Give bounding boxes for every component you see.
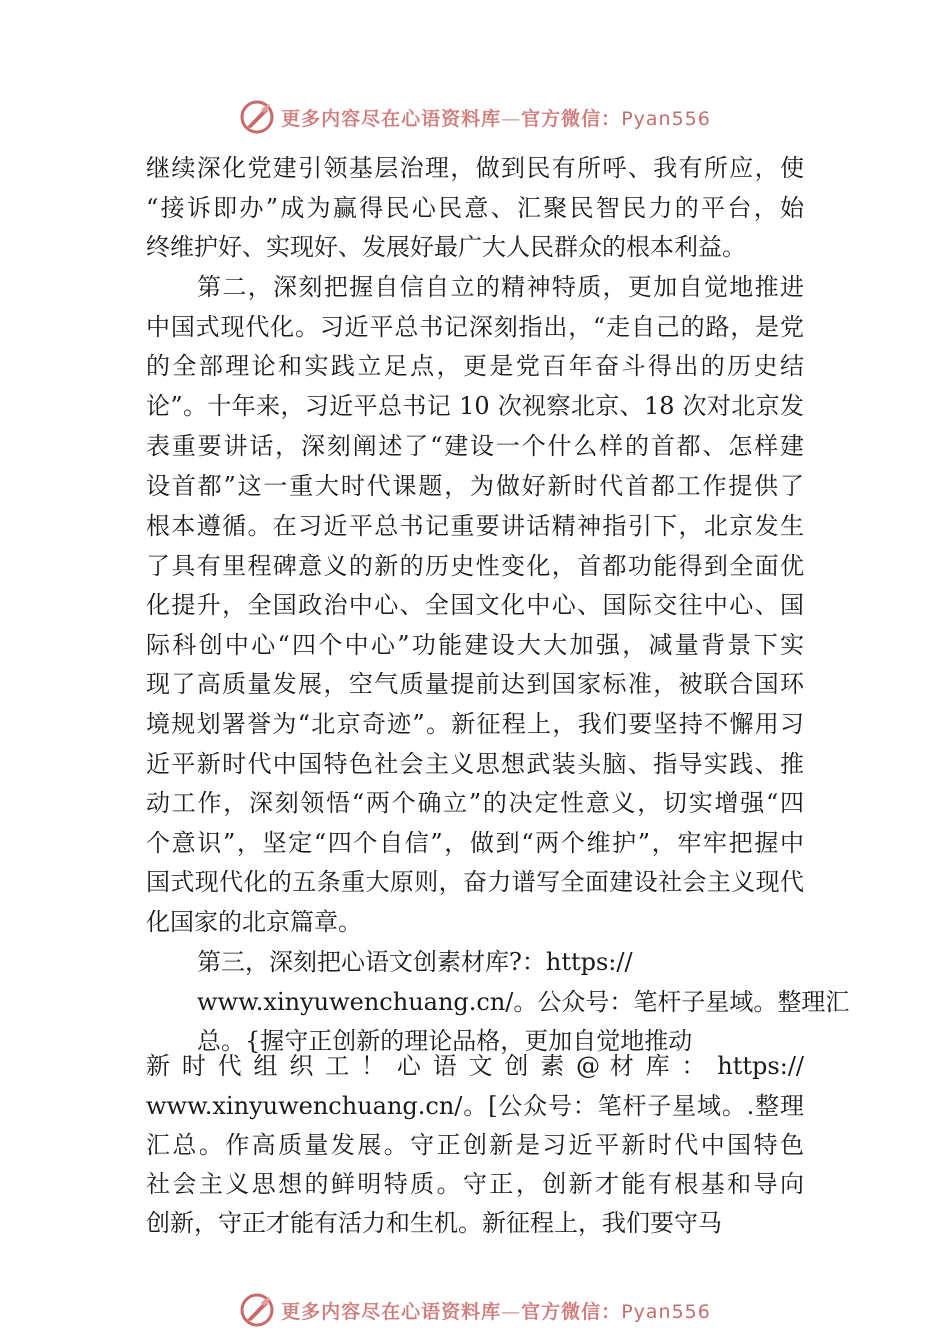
text-line: www.xinyuwenchuang.cn/。[公众号：笔杆子星域。.整理 [146,1092,804,1120]
text-line: 创新，守正才能有活力和生机。新征程上，我们要守马 [146,1209,722,1237]
text-line: 中国式现代化。习近平总书记深刻指出，“走自己的路，是党 [146,313,804,341]
text-line: 继续深化党建引领基层治理，做到民有所呼、我有所应，使 [146,154,804,182]
text-line: 个意识”，坚定“四个自信”，做到“两个维护”，牢牢把握中 [146,829,804,857]
text-line: 国式现代化的五条重大原则，奋力谱写全面建设社会主义现代 [146,868,804,896]
text-line: 设首都”这一重大时代课题，为做好新时代首都工作提供了 [146,472,804,500]
text-line: 了具有里程碑意义的新的历史性变化，首都功能得到全面优 [146,552,804,580]
text-line: 的全部理论和实践立足点，更是党百年奋斗得出的历史结 [146,352,804,380]
text-line: 根本遵循。在习近平总书记重要讲话精神指引下，北京发生 [146,512,804,540]
text-line: “接诉即办”成为赢得民心民意、汇聚民智民力的平台，始 [146,194,804,222]
footer-banner [0,1288,950,1332]
text-line: 社会主义思想的鲜明特质。守正，创新才能有根基和导向 [146,1170,804,1198]
text-line: 论”。十年来，习近平总书记 10 次视察北京、18 次对北京发 [146,392,804,420]
text-line: 第三，深刻把心语文创素材库?：https:// [197,948,633,976]
text-line: 终维护好、实现好、发展好最广大人民群众的根本利益。 [146,233,746,261]
quill-logo-icon [239,1292,275,1328]
text-line: 近平新时代中国特色社会主义思想武装头脑、指导实践、推 [146,750,804,778]
text-line: 现了高质量发展，空气质量提前达到国家标准，被联合国环 [146,670,804,698]
banner-separator: — [501,107,522,130]
text-line: 动工作，深刻领悟“两个确立”的决定性意义，切实增强“四 [146,789,804,817]
text-line: 化国家的北京篇章。 [146,908,362,936]
text-line: 化提升，全国政治中心、全国文化中心、国际交往中心、国 [146,591,804,619]
banner-handle: Pyan556 [621,1300,711,1323]
banner-brand: 更多内容尽在心语资料库 [281,107,502,130]
text-line: www.xinyuwenchuang.cn/。公众号：笔杆子星域。整理汇 [197,988,850,1016]
banner-caption [281,1297,711,1324]
banner-label: 官方微信： [521,1300,622,1323]
banner-handle: Pyan556 [621,107,711,130]
text-line: 新 时 代 组 织 工 ！ 心 语 文 创 素 @ 材 库 ： https:// [146,1052,804,1080]
text-line: 际科创中心“四个中心”功能建设大大加强，减量背景下实 [146,631,804,659]
text-line: 表重要讲话，深刻阐述了“建设一个什么样的首都、怎样建 [146,432,804,460]
banner-brand: 更多内容尽在心语资料库 [281,1300,502,1323]
text-line: 第二，深刻把握自信自立的精神特质，更加自觉地推进 [197,273,804,301]
banner-label: 官方微信： [521,107,622,130]
banner-separator: — [501,1300,522,1323]
text-line: 汇总。作高质量发展。守正创新是习近平新时代中国特色 [146,1131,804,1159]
text-line: 总。{握守正创新的理论品格，更加自觉地推动 [197,1027,693,1055]
text-line: 境规划署誉为“北京奇迹”。新征程上，我们要坚持不懈用习 [146,710,804,738]
